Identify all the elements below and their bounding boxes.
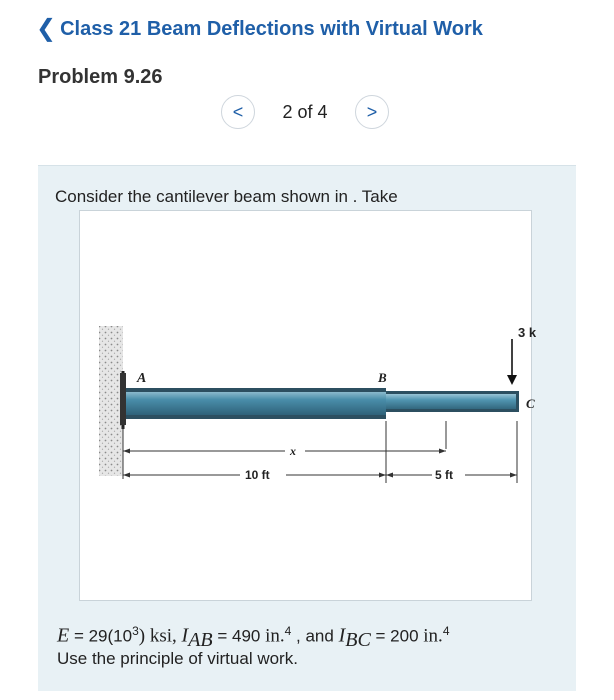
load-label: 3 k [518, 325, 537, 340]
point-a-label: A [137, 371, 147, 386]
given-values [57, 624, 450, 652]
problem-title: Problem 9.26 [38, 66, 163, 88]
fixed-support-wall [99, 326, 126, 476]
dimension-extension-lines [123, 421, 517, 483]
next-button[interactable] [355, 95, 389, 129]
question-panel [38, 165, 576, 691]
dimension-5ft-label: 5 ft [435, 468, 453, 482]
i-bc-value: = 200 [370, 626, 424, 646]
beam-segment-bc [386, 391, 519, 412]
i-ab-unit: in. [265, 625, 285, 647]
e-unit: ) ksi, [138, 625, 182, 647]
prev-button[interactable] [221, 95, 255, 129]
x-label: x [290, 444, 296, 458]
point-b-label: B [378, 370, 387, 385]
beam-diagram [80, 211, 537, 600]
x-dimension [123, 449, 446, 454]
pager-status: 2 of 4 [282, 101, 328, 122]
i-bc-unit: in. [423, 625, 443, 647]
chevron-left-icon: < [232, 101, 244, 122]
pager [221, 95, 389, 129]
question-intro: Consider the cantilever beam shown in . Take [55, 187, 398, 206]
back-link-label: Class 21 Beam Deflections with Virtual Work [60, 17, 483, 40]
chevron-left-icon: ❮ [36, 15, 57, 42]
i-bc-subscript: BC [345, 629, 371, 652]
beam-figure [79, 210, 537, 601]
i-ab-exponent: 4 [284, 624, 292, 638]
beam-segment-ab [126, 388, 386, 419]
i-ab-value: = 490 [212, 626, 266, 646]
e-symbol: E [57, 624, 70, 647]
i-bc-symbol: I [338, 624, 346, 647]
e-exponent: 3 [132, 624, 139, 638]
chevron-right-icon: > [366, 101, 378, 122]
e-value: = 29(10 [69, 626, 133, 646]
i-ab-subscript: AB [188, 629, 213, 652]
instruction-text: Use the principle of virtual work. [57, 649, 298, 668]
separator-text: , and [291, 626, 339, 646]
back-link[interactable] [36, 17, 483, 41]
dimension-10ft-label: 10 ft [245, 468, 270, 482]
point-load-arrow [507, 339, 517, 385]
i-ab-symbol: I [181, 624, 189, 647]
point-c-label: C [526, 396, 535, 411]
i-bc-exponent: 4 [442, 624, 450, 638]
